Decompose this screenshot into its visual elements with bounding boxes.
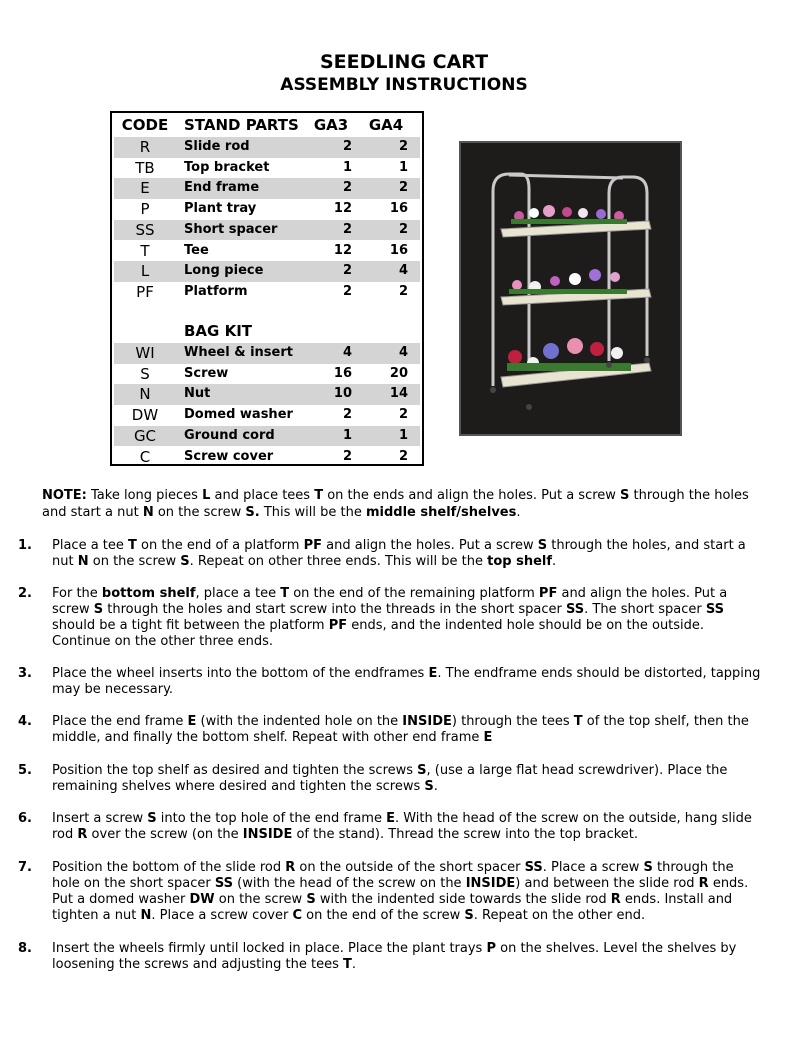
step-text-line: nut N on the screw S. Repeat on other three ends. This will be the top shelf.: [52, 554, 557, 569]
step-text-line: remaining shelves where desired and tighten the screws S.: [52, 779, 438, 794]
parts-table-header: [114, 113, 420, 137]
step-text-line: loosening the screws and adjusting the tees T.: [52, 957, 356, 972]
step-text-line: Put a domed washer DW on the screw S with the indented side towards the slide rod R ends. Install and: [52, 892, 733, 907]
table-row: [114, 405, 420, 426]
table-row: [114, 447, 420, 468]
step-number: 8.: [18, 941, 32, 956]
qty-ga4: 16: [389, 242, 408, 258]
step-number: 2.: [18, 586, 32, 601]
part-name: Domed washer: [184, 407, 293, 423]
table-row: [114, 343, 420, 364]
qty-ga4: 16: [389, 201, 408, 217]
part-code: N: [139, 385, 151, 404]
bag-kit-heading-row: [114, 319, 420, 343]
step-text-line: Position the bottom of the slide rod R on the outside of the short spacer SS. Place a screw S through the: [52, 860, 734, 875]
parts-table: [110, 111, 424, 466]
part-code: R: [139, 138, 151, 156]
page-subtitle: ASSEMBLY INSTRUCTIONS: [280, 75, 528, 95]
part-name: End frame: [184, 180, 260, 196]
table-row: [114, 241, 420, 262]
part-code: DW: [131, 406, 159, 425]
part-name: Slide rod: [184, 139, 250, 154]
qty-ga3: 2: [342, 180, 352, 196]
header-ga3: GA3: [313, 116, 349, 134]
part-code: S: [140, 364, 150, 383]
step-text-line: middle, and finally the bottom shelf. Repeat with other end frame E: [52, 730, 493, 745]
step-number: 1.: [18, 538, 32, 553]
qty-ga4: 14: [389, 386, 408, 402]
qty-ga4: 20: [389, 365, 408, 381]
part-name: Short spacer: [184, 221, 278, 237]
qty-ga3: 10: [333, 386, 352, 402]
part-code: WI: [135, 344, 155, 362]
part-code: GC: [133, 426, 157, 445]
part-name: Long piece: [184, 263, 264, 279]
step-number: 4.: [18, 714, 32, 729]
table-row: [114, 282, 420, 303]
step-number: 6.: [18, 811, 32, 826]
step-text-line: Continue on the other three ends.: [52, 634, 274, 649]
part-code: C: [139, 447, 151, 466]
header-part: STAND PARTS: [184, 116, 299, 134]
part-name: Platform: [184, 283, 248, 299]
table-row: [114, 199, 420, 220]
part-code: TB: [135, 158, 155, 177]
note-line: and start a nut N on the screw S. This will be the middle shelf/shelves.: [42, 505, 521, 520]
part-code: L: [140, 262, 150, 281]
qty-ga4: 2: [398, 221, 408, 237]
step-number: 7.: [18, 860, 32, 875]
table-row: [114, 384, 420, 405]
part-name: Tee: [184, 242, 209, 258]
part-name: Screw: [184, 365, 229, 381]
part-name: Top bracket: [184, 159, 270, 175]
qty-ga4: 2: [398, 448, 408, 464]
table-row: [114, 158, 420, 179]
part-code: E: [140, 179, 150, 198]
part-code: PF: [136, 282, 154, 301]
step-text-line: hole on the short spacer SS (with the head of the screw on the INSIDE) and between the slide rod R ends.: [52, 876, 749, 891]
qty-ga3: 1: [342, 427, 352, 443]
part-code: T: [140, 241, 150, 260]
seedling-cart-photo: [459, 141, 682, 436]
table-row: [114, 178, 420, 199]
qty-ga3: 2: [342, 139, 352, 154]
step-text-line: Place the wheel inserts into the bottom of the endframes E. The endframe ends should be distorted, tapping: [52, 666, 761, 681]
table-row: [114, 261, 420, 282]
qty-ga3: 2: [342, 448, 352, 464]
part-code: SS: [135, 220, 155, 239]
step-text-line: should be a tight fit between the platform PF ends, and the indented hole should be on the outside.: [52, 618, 705, 633]
qty-ga4: 2: [398, 407, 408, 423]
table-row: [114, 220, 420, 241]
part-code: P: [140, 200, 150, 219]
table-row: [114, 137, 420, 158]
qty-ga3: 2: [342, 407, 352, 423]
qty-ga3: 12: [333, 201, 352, 217]
part-name: Plant tray: [184, 201, 257, 217]
part-name: Nut: [184, 386, 211, 402]
part-name: Wheel & insert: [184, 345, 293, 360]
qty-ga4: 2: [398, 180, 408, 196]
page-title: SEEDLING CART: [319, 51, 489, 73]
step-text-line: Place the end frame E (with the indented hole on the INSIDE) through the tees T of the top shelf, then the: [52, 714, 749, 729]
header-code: CODE: [121, 116, 169, 134]
qty-ga4: 2: [398, 139, 408, 154]
step-text-line: For the bottom shelf, place a tee T on the end of the remaining platform PF and align the holes. Put a: [52, 586, 728, 601]
step-text-line: Insert the wheels firmly until locked in place. Place the plant trays P on the shelves. Level the shelves by: [52, 941, 737, 956]
qty-ga3: 2: [342, 283, 352, 299]
qty-ga3: 16: [333, 365, 352, 381]
qty-ga3: 2: [342, 263, 352, 279]
note-line: NOTE: Take long pieces L and place tees T on the ends and align the holes. Put a screw S through the holes: [42, 488, 749, 503]
qty-ga4: 1: [398, 159, 408, 175]
step-number: 5.: [18, 763, 32, 778]
qty-ga4: 4: [398, 263, 408, 279]
qty-ga3: 2: [342, 221, 352, 237]
header-ga4: GA4: [368, 116, 404, 134]
qty-ga3: 1: [342, 159, 352, 175]
table-row: [114, 364, 420, 385]
step-text-line: tighten a nut N. Place a screw cover C on the end of the screw S. Repeat on the other end.: [52, 908, 646, 923]
step-text-line: rod R over the screw (on the INSIDE of the stand). Thread the screw into the top bracket.: [52, 827, 639, 842]
bag-kit-heading: BAG KIT: [184, 322, 253, 340]
qty-ga3: 12: [333, 242, 352, 258]
step-number: 3.: [18, 666, 32, 681]
step-text-line: Place a tee T on the end of a platform PF and align the holes. Put a screw S through the holes, and start a: [52, 538, 746, 553]
step-text-line: screw S through the holes and start screw into the threads in the short spacer SS. The short spacer SS: [52, 602, 725, 617]
table-row: [114, 426, 420, 447]
part-name: Screw cover: [184, 448, 274, 464]
step-text-line: Insert a screw S into the top hole of the end frame E. With the head of the screw on the outside, hang slide: [52, 811, 752, 826]
qty-ga4: 2: [398, 283, 408, 299]
step-text-line: may be necessary.: [52, 682, 174, 697]
qty-ga4: 4: [398, 345, 408, 360]
qty-ga3: 4: [342, 345, 352, 360]
part-name: Ground cord: [184, 427, 275, 443]
step-text-line: Position the top shelf as desired and tighten the screws S, (use a large flat head screwdriver). Place the: [52, 763, 728, 778]
qty-ga4: 1: [398, 427, 408, 443]
